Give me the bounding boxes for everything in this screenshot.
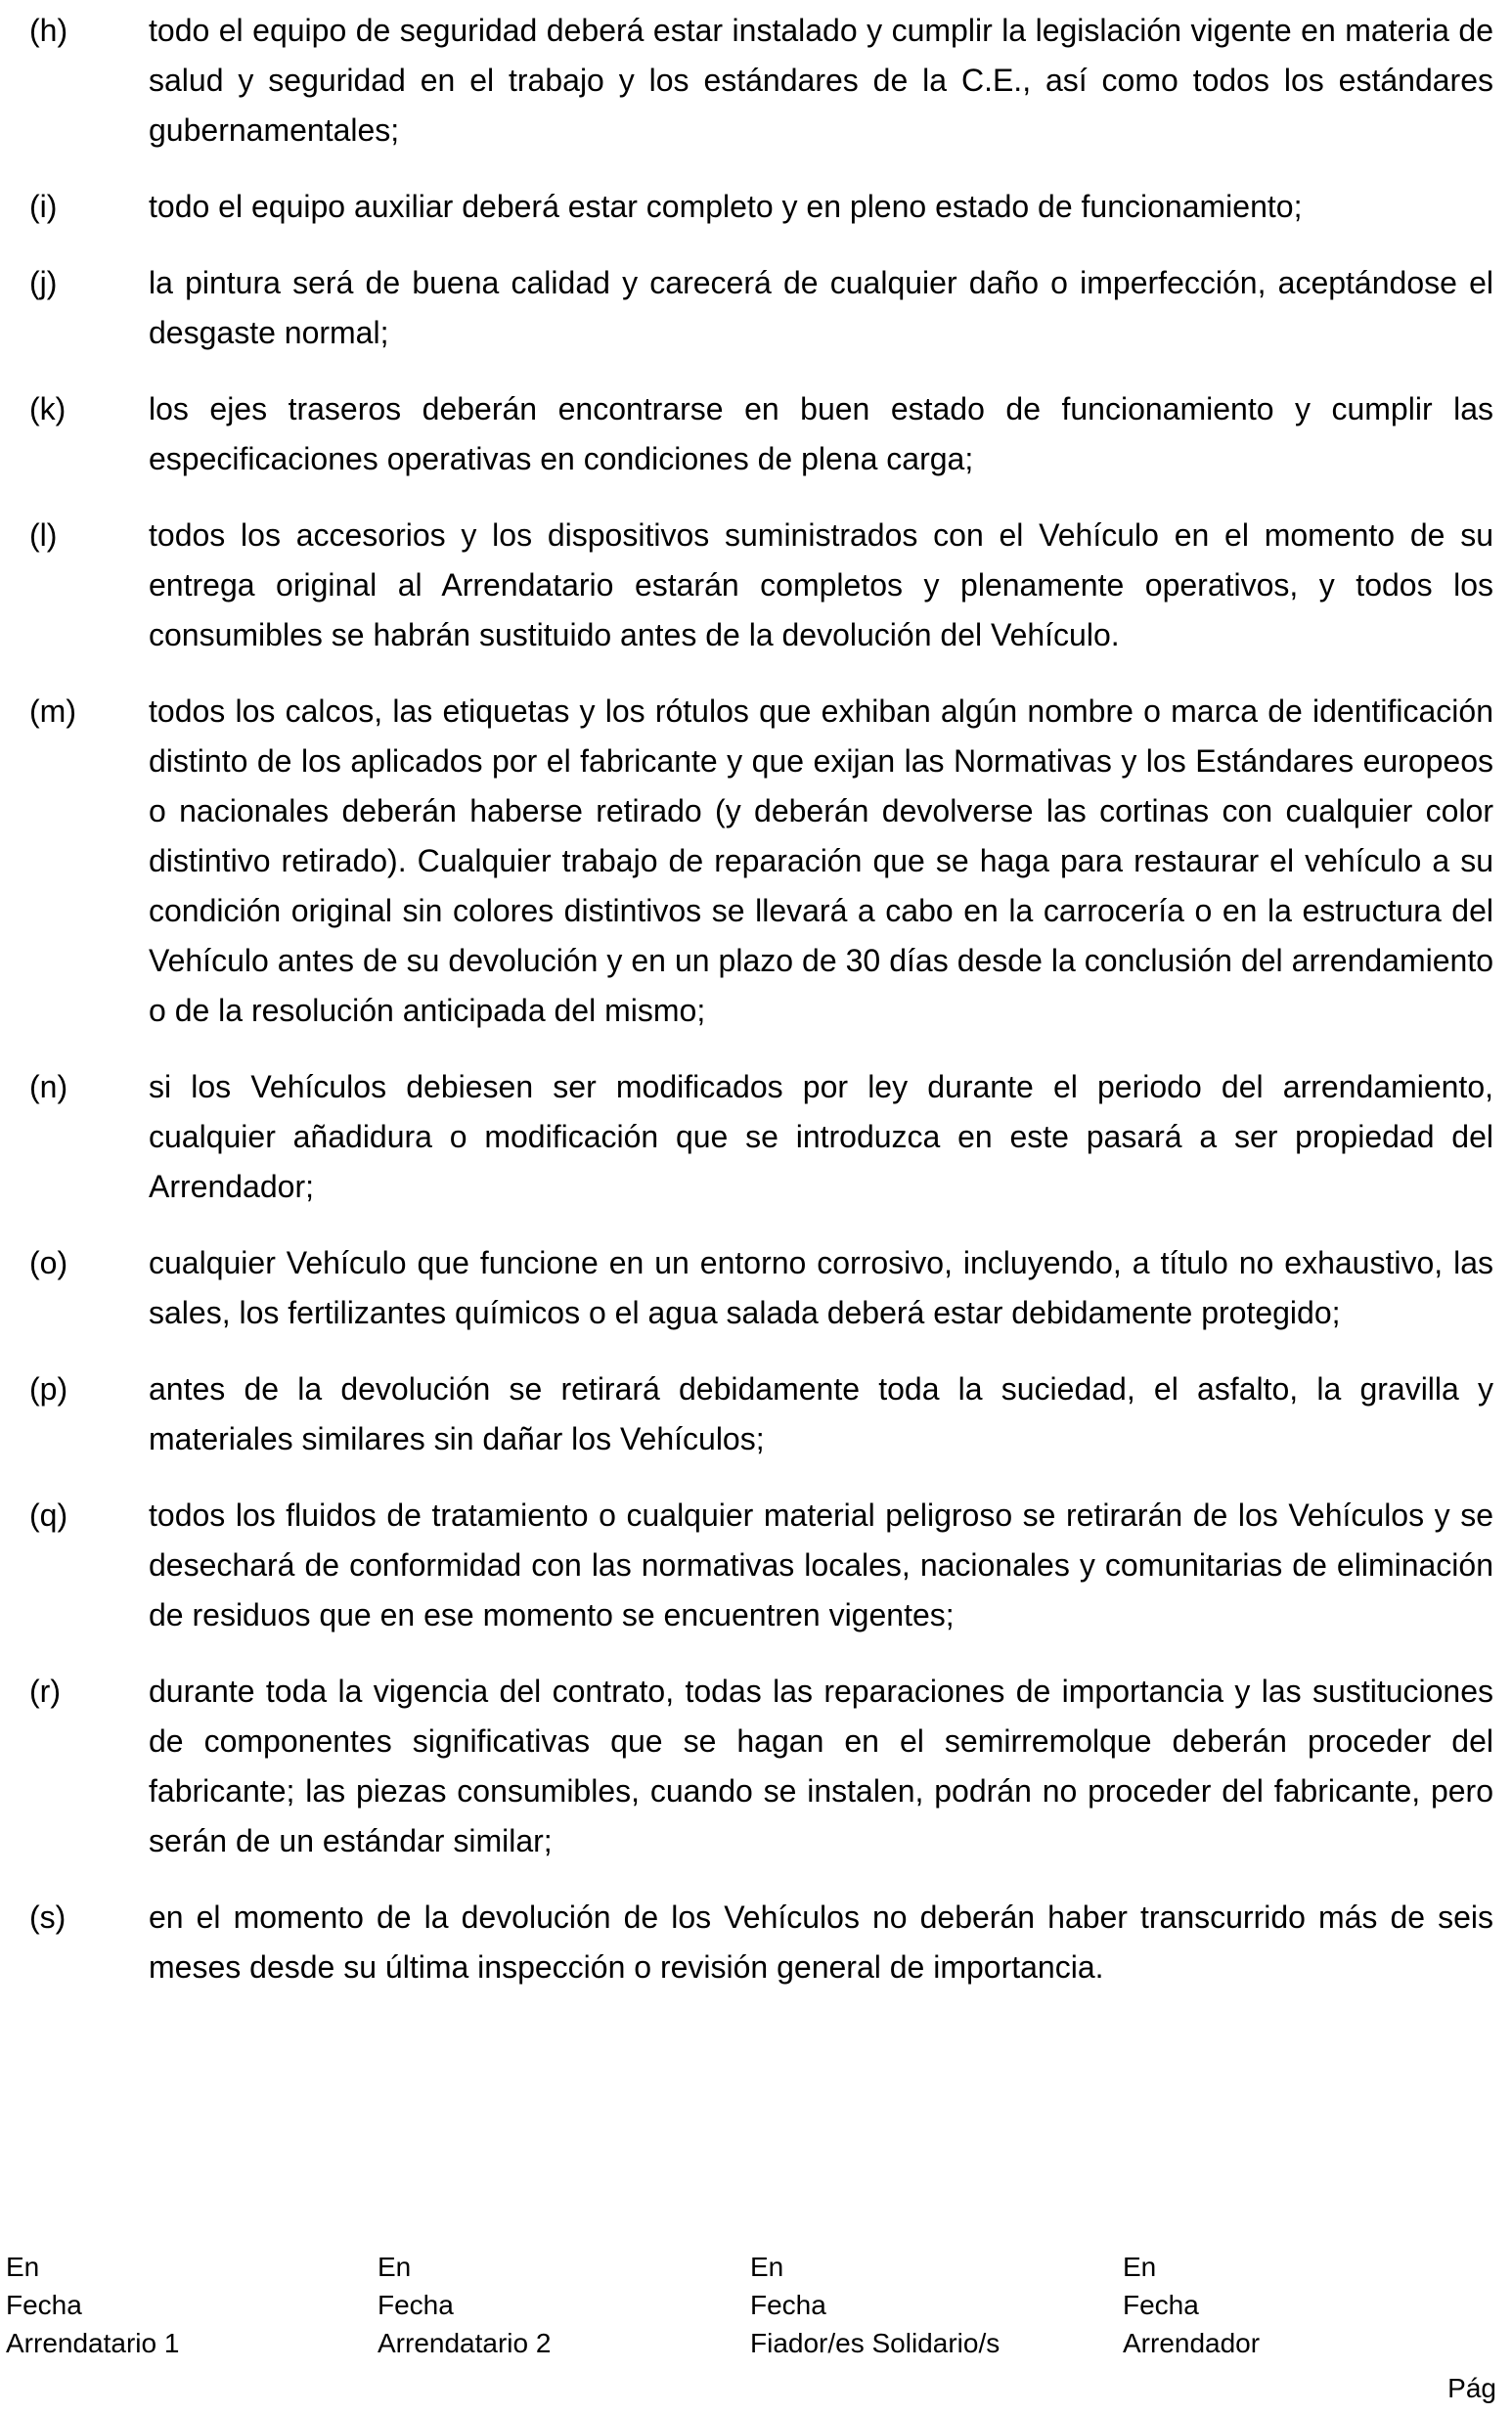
signature-party: Arrendatario 1 <box>6 2328 180 2358</box>
clause-l <box>0 511 1512 660</box>
clause-text: los ejes traseros deberán encontrarse en buen estado de funcionamiento y cumplir las especificaciones operativas en condiciones de plena carga; <box>149 391 1493 476</box>
clause-label: (p) <box>29 1371 68 1407</box>
clause-text: todos los calcos, las etiquetas y los rótulos que exhiban algún nombre o marca de identificación distinto de los aplicados por el fabricante y que exijan las Normativas y los Estándares europeos o nacionales deberán haberse retirado (y deberán devolverse las cortinas con cualquier color distintivo retirado). Cualquier trabajo de reparación que se haga para restaurar el vehículo a su condición original sin colores distintivos se llevará a cabo en la carrocería o en la estructura del Vehículo antes de su devolución y en un plazo de 30 días desde la conclusión del arrendamiento o de la resolución anticipada del mismo; <box>149 693 1493 1028</box>
signature-fiador <box>750 2248 1112 2362</box>
clause-h <box>0 6 1512 156</box>
signature-date: Fecha <box>6 2290 82 2320</box>
clause-i <box>0 182 1512 232</box>
clause-label: (o) <box>29 1245 68 1280</box>
signature-arrendatario-2 <box>378 2248 739 2362</box>
signature-place: En <box>750 2252 784 2282</box>
clause-label: (i) <box>29 189 58 224</box>
signature-party: Arrendatario 2 <box>378 2328 552 2358</box>
signature-place: En <box>6 2252 40 2282</box>
signature-arrendador <box>1123 2248 1485 2362</box>
clause-text: antes de la devolución se retirará debidamente toda la suciedad, el asfalto, la gravilla y materiales similares sin dañar los Vehículos; <box>149 1371 1493 1456</box>
page-label: Pág <box>1447 2373 1496 2403</box>
signature-date: Fecha <box>378 2290 454 2320</box>
signature-block <box>6 2248 1502 2365</box>
clause-text: todo el equipo de seguridad deberá estar instalado y cumplir la legislación vigente en materia de salud y seguridad en el trabajo y los estándares de la C.E., así como todos los estándares gubernamentales; <box>149 13 1493 148</box>
clause-o <box>0 1238 1512 1338</box>
signature-party: Arrendador <box>1123 2328 1261 2358</box>
signature-place: En <box>1123 2252 1157 2282</box>
clause-k <box>0 384 1512 484</box>
signature-date: Fecha <box>1123 2290 1199 2320</box>
clause-label: (j) <box>29 265 58 300</box>
clause-label: (m) <box>29 693 76 729</box>
clause-label: (q) <box>29 1498 68 1533</box>
clause-text: en el momento de la devolución de los Vehículos no deberán haber transcurrido más de seis meses desde su última inspección o revisión general de importancia. <box>149 1900 1493 1985</box>
clause-text: cualquier Vehículo que funcione en un entorno corrosivo, incluyendo, a título no exhaustivo, las sales, los fertilizantes químicos o el agua salada deberá estar debidamente protegido; <box>149 1245 1493 1330</box>
signature-arrendatario-1 <box>6 2248 368 2362</box>
clause-j <box>0 258 1512 358</box>
clause-text: si los Vehículos debiesen ser modificados por ley durante el periodo del arrendamiento, cualquier añadidura o modificación que se introduzca en este pasará a ser propiedad del Arrendador; <box>149 1069 1493 1204</box>
clause-n <box>0 1062 1512 1212</box>
clause-m <box>0 687 1512 1036</box>
signature-place: En <box>378 2252 412 2282</box>
clause-label: (h) <box>29 13 68 48</box>
clause-text: todo el equipo auxiliar deberá estar completo y en pleno estado de funcionamiento; <box>149 189 1303 224</box>
clause-list <box>0 6 1512 2019</box>
clause-text: todos los accesorios y los dispositivos suministrados con el Vehículo en el momento de su entrega original al Arrendatario estarán completos y plenamente operativos, y todos los consumibles se habrán sustituido antes de la devolución del Vehículo. <box>149 517 1493 652</box>
clause-text: durante toda la vigencia del contrato, todas las reparaciones de importancia y las sustituciones de componentes significativas que se hagan en el semirremolque deberán proceder del fabricante; las piezas consumibles, cuando se instalen, podrán no proceder del fabricante, pero serán de un estándar similar; <box>149 1674 1493 1858</box>
clause-q <box>0 1491 1512 1640</box>
clause-r <box>0 1667 1512 1866</box>
clause-text: la pintura será de buena calidad y carecerá de cualquier daño o imperfección, aceptándose el desgaste normal; <box>149 265 1493 350</box>
clause-text: todos los fluidos de tratamiento o cualquier material peligroso se retirarán de los Vehículos y se desechará de conformidad con las normativas locales, nacionales y comunitarias de eliminación de residuos que en ese momento se encuentren vigentes; <box>149 1498 1493 1632</box>
clause-label: (r) <box>29 1674 61 1709</box>
clause-label: (s) <box>29 1900 67 1935</box>
signature-date: Fecha <box>750 2290 826 2320</box>
clause-s <box>0 1893 1512 1992</box>
clause-p <box>0 1364 1512 1464</box>
clause-label: (n) <box>29 1069 68 1104</box>
clause-label: (k) <box>29 391 67 426</box>
signature-party: Fiador/es Solidario/s <box>750 2328 1001 2358</box>
clause-label: (l) <box>29 517 58 553</box>
